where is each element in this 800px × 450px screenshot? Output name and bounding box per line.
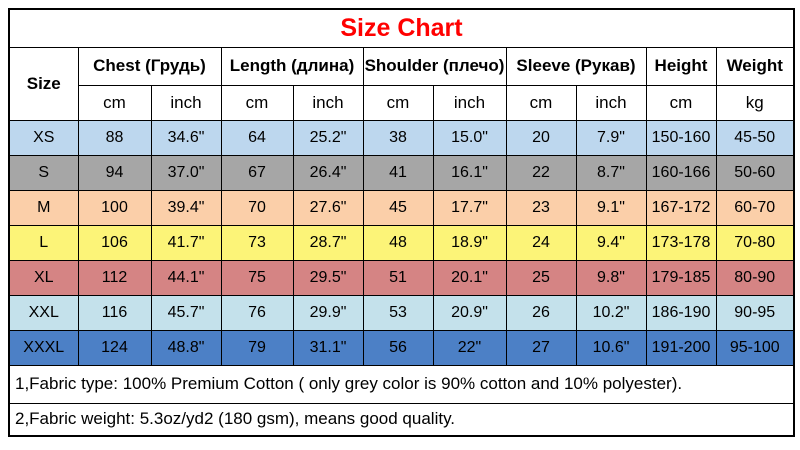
value-cell: 16.1" xyxy=(433,155,506,190)
value-cell: 23 xyxy=(506,190,576,225)
value-cell: 50-60 xyxy=(716,155,794,190)
unit-header-length-inch: inch xyxy=(293,85,363,120)
value-cell: 8.7" xyxy=(576,155,646,190)
value-cell: 9.8" xyxy=(576,260,646,295)
value-cell: 17.7" xyxy=(433,190,506,225)
column-header-chest: Chest (Грудь) xyxy=(78,47,221,85)
value-cell: 100 xyxy=(78,190,151,225)
value-cell: 10.2" xyxy=(576,295,646,330)
note-fabric-weight: 2,Fabric weight: 5.3oz/yd2 (180 gsm), means good quality. xyxy=(9,403,794,436)
header-unit-row xyxy=(9,85,794,120)
table-row-l xyxy=(9,225,794,260)
table-row-xs xyxy=(9,120,794,155)
column-header-size: Size xyxy=(9,47,78,120)
value-cell: 24 xyxy=(506,225,576,260)
value-cell: 95-100 xyxy=(716,330,794,365)
value-cell: 191-200 xyxy=(646,330,716,365)
unit-header-weight-kg: kg xyxy=(716,85,794,120)
value-cell: 94 xyxy=(78,155,151,190)
value-cell: 41 xyxy=(363,155,433,190)
value-cell: 124 xyxy=(78,330,151,365)
header-group-row xyxy=(9,47,794,85)
value-cell: 56 xyxy=(363,330,433,365)
size-label-cell: M xyxy=(9,190,78,225)
value-cell: 38 xyxy=(363,120,433,155)
value-cell: 18.9" xyxy=(433,225,506,260)
table-row-xxxl xyxy=(9,330,794,365)
value-cell: 7.9" xyxy=(576,120,646,155)
value-cell: 27 xyxy=(506,330,576,365)
value-cell: 37.0" xyxy=(151,155,221,190)
value-cell: 27.6" xyxy=(293,190,363,225)
value-cell: 28.7" xyxy=(293,225,363,260)
unit-header-height-cm: cm xyxy=(646,85,716,120)
table-header xyxy=(9,9,794,120)
title-row xyxy=(9,9,794,47)
column-header-weight: Weight xyxy=(716,47,794,85)
value-cell: 173-178 xyxy=(646,225,716,260)
table-row-xxl xyxy=(9,295,794,330)
value-cell: 9.1" xyxy=(576,190,646,225)
size-label-cell: L xyxy=(9,225,78,260)
value-cell: 60-70 xyxy=(716,190,794,225)
value-cell: 160-166 xyxy=(646,155,716,190)
value-cell: 45-50 xyxy=(716,120,794,155)
value-cell: 79 xyxy=(221,330,293,365)
value-cell: 51 xyxy=(363,260,433,295)
table-row-m xyxy=(9,190,794,225)
size-label-cell: S xyxy=(9,155,78,190)
value-cell: 45 xyxy=(363,190,433,225)
note-row-fabric-type xyxy=(9,365,794,403)
value-cell: 15.0" xyxy=(433,120,506,155)
note-fabric-type: 1,Fabric type: 100% Premium Cotton ( only grey color is 90% cotton and 10% polyester). xyxy=(9,365,794,403)
size-label-cell: XL xyxy=(9,260,78,295)
column-header-sleeve: Sleeve (Рукав) xyxy=(506,47,646,85)
value-cell: 41.7" xyxy=(151,225,221,260)
value-cell: 73 xyxy=(221,225,293,260)
value-cell: 64 xyxy=(221,120,293,155)
value-cell: 75 xyxy=(221,260,293,295)
value-cell: 25.2" xyxy=(293,120,363,155)
table-row-xl xyxy=(9,260,794,295)
value-cell: 179-185 xyxy=(646,260,716,295)
value-cell: 25 xyxy=(506,260,576,295)
value-cell: 112 xyxy=(78,260,151,295)
column-header-length: Length (длина) xyxy=(221,47,363,85)
value-cell: 70-80 xyxy=(716,225,794,260)
size-label-cell: XXL xyxy=(9,295,78,330)
value-cell: 76 xyxy=(221,295,293,330)
size-chart-table xyxy=(8,8,795,437)
unit-header-length-cm: cm xyxy=(221,85,293,120)
value-cell: 31.1" xyxy=(293,330,363,365)
size-table-body xyxy=(9,120,794,365)
unit-header-shoulder-cm: cm xyxy=(363,85,433,120)
value-cell: 150-160 xyxy=(646,120,716,155)
value-cell: 26 xyxy=(506,295,576,330)
value-cell: 34.6" xyxy=(151,120,221,155)
column-header-height: Height xyxy=(646,47,716,85)
value-cell: 48 xyxy=(363,225,433,260)
value-cell: 80-90 xyxy=(716,260,794,295)
unit-header-chest-cm: cm xyxy=(78,85,151,120)
value-cell: 39.4" xyxy=(151,190,221,225)
unit-header-sleeve-cm: cm xyxy=(506,85,576,120)
note-row-fabric-weight xyxy=(9,403,794,436)
value-cell: 9.4" xyxy=(576,225,646,260)
value-cell: 20.1" xyxy=(433,260,506,295)
value-cell: 29.5" xyxy=(293,260,363,295)
value-cell: 106 xyxy=(78,225,151,260)
value-cell: 10.6" xyxy=(576,330,646,365)
value-cell: 90-95 xyxy=(716,295,794,330)
value-cell: 20.9" xyxy=(433,295,506,330)
value-cell: 29.9" xyxy=(293,295,363,330)
value-cell: 45.7" xyxy=(151,295,221,330)
value-cell: 116 xyxy=(78,295,151,330)
value-cell: 20 xyxy=(506,120,576,155)
table-row-s xyxy=(9,155,794,190)
value-cell: 70 xyxy=(221,190,293,225)
unit-header-chest-inch: inch xyxy=(151,85,221,120)
value-cell: 88 xyxy=(78,120,151,155)
value-cell: 167-172 xyxy=(646,190,716,225)
value-cell: 44.1" xyxy=(151,260,221,295)
value-cell: 48.8" xyxy=(151,330,221,365)
value-cell: 186-190 xyxy=(646,295,716,330)
page-title: Size Chart xyxy=(9,9,794,47)
column-header-shoulder: Shoulder (плечо) xyxy=(363,47,506,85)
value-cell: 67 xyxy=(221,155,293,190)
size-label-cell: XS xyxy=(9,120,78,155)
unit-header-shoulder-inch: inch xyxy=(433,85,506,120)
value-cell: 53 xyxy=(363,295,433,330)
table-footer xyxy=(9,365,794,436)
size-label-cell: XXXL xyxy=(9,330,78,365)
value-cell: 22" xyxy=(433,330,506,365)
value-cell: 22 xyxy=(506,155,576,190)
unit-header-sleeve-inch: inch xyxy=(576,85,646,120)
value-cell: 26.4" xyxy=(293,155,363,190)
